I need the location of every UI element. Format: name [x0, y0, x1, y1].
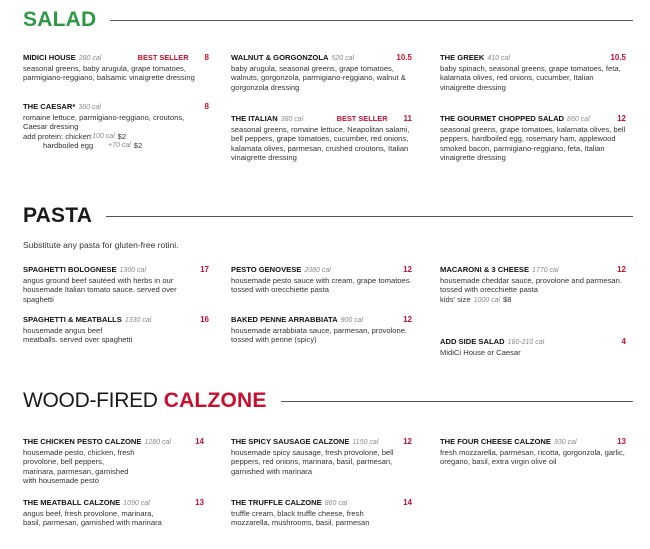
item-description: housemade angus beef meatballs. served over spaghetti	[23, 325, 133, 345]
kids-label: kids' size	[440, 294, 471, 304]
item-description: seasonal greens, grape tomatoes, kalamata olives, bell peppers, hardboiled egg, rosemary ham, applewood smoked bacon, parmigiano-reggiano, feta, Italian vinaigrette dressing	[440, 124, 626, 163]
item-description: truffle cream, black truffle cheese, fresh mozzarella, mushrooms, basil, parmesan	[231, 508, 370, 528]
pasta-title: PASTA	[23, 204, 93, 227]
salad-section-header	[23, 8, 633, 32]
item-name: THE CAESAR*	[23, 102, 76, 111]
addon-calories: +100 cal	[88, 132, 115, 140]
item-name: THE SPICY SAUSAGE CALZONE	[231, 437, 350, 446]
item-price: 12	[617, 265, 626, 274]
item-price: 4	[621, 337, 626, 346]
menu-item	[231, 265, 412, 295]
calzone-title-prefix: WOOD-FIRED	[23, 389, 158, 412]
protein-addon-row	[23, 141, 209, 151]
item-calories: 360 cal	[78, 104, 101, 111]
kids-calories: 1000 cal	[473, 296, 501, 304]
item-description: fresh mozzarella, parmesan, ricotta, gorgonzola, garlic, oregano, basil, extra virgin olive oil	[440, 447, 625, 467]
item-name: THE TRUFFLE CALZONE	[231, 498, 322, 507]
item-price: 14	[403, 498, 412, 507]
item-calories: 860 cal	[324, 500, 348, 507]
item-price: 12	[617, 114, 626, 123]
addon-name: chicken	[65, 131, 91, 141]
item-calories: 160-210 cal	[507, 339, 545, 346]
item-description: MidiCi House or Caesar	[440, 347, 521, 357]
menu-item	[23, 265, 209, 304]
menu-item	[231, 114, 412, 163]
kids-price: $8	[503, 294, 512, 304]
item-name: ADD SIDE SALAD	[440, 337, 505, 346]
item-price: 13	[617, 437, 626, 446]
item-description: baby arugula, seasonal greens, grape tomatoes, walnuts, gorgonzola, parmigiano-reggiano, walnut & gorgonzola dressing	[231, 63, 406, 92]
item-name: SPAGHETTI BOLOGNESE	[23, 265, 117, 274]
item-calories: 280 cal	[78, 55, 102, 62]
item-calories: 1330 cal	[124, 317, 152, 324]
item-price: 10.5	[610, 53, 626, 62]
item-name: MACARONI & 3 CHEESE	[440, 265, 530, 274]
item-price: 8	[204, 102, 209, 111]
item-price: 12	[403, 265, 412, 274]
item-description: housemade spicy sausage, fresh provolone, bell peppers, red onions, marinara, basil, parmesan, garnished with marinara	[231, 447, 394, 476]
calzone-title: CALZONE	[163, 389, 267, 412]
item-calories: 930 cal	[553, 439, 577, 446]
item-description: housemade cheddar sauce, provolone and parmesan. tossed with orecchiette pasta	[440, 275, 622, 295]
pasta-section-header	[23, 204, 633, 228]
item-name: WALNUT & GORGONZOLA	[231, 53, 329, 62]
item-calories: 2080 cal	[304, 267, 331, 274]
addon-price: $2	[117, 131, 127, 141]
menu-item	[440, 114, 626, 163]
menu-item	[231, 53, 412, 92]
item-price: 11	[403, 114, 412, 123]
item-calories: 900 cal	[340, 317, 364, 324]
menu-item	[231, 437, 412, 476]
item-description: baby spinach, seasonal greens, grape tomatoes, feta, kalamata olives, red onions, cucumber, Italian vinaigrette dressing	[440, 63, 621, 92]
item-price: 13	[195, 498, 204, 507]
item-description: seasonal greens, romaine lettuce, Neapolitan salami, bell peppers, grape tomatoes, cucumber, red onions, kalamata olives, parmesan, crushed croutons, Italian vinaigrette dressing	[231, 124, 410, 163]
item-name: THE FOUR CHEESE CALZONE	[440, 437, 551, 446]
menu-item	[23, 102, 209, 151]
item-description: housemade pesto sauce with cream, grape tomatoes. tossed with orecchiette pasta	[231, 275, 412, 295]
item-name: SPAGHETTI & MEATBALLS	[23, 315, 122, 324]
item-name: THE CHICKEN PESTO CALZONE	[23, 437, 142, 446]
item-calories: 1770 cal	[532, 267, 559, 274]
menu-item	[440, 265, 626, 305]
menu-item	[440, 437, 626, 467]
calzone-divider	[281, 401, 633, 402]
item-description: angus beef, fresh provolone, marinara, basil, parmesan, garnished with marinara	[23, 508, 162, 528]
item-price: 16	[200, 315, 209, 324]
item-description: housemade arrabbiata sauce, parmesan, provolone. tossed with penne (spicy)	[231, 325, 408, 345]
item-calories: 1280 cal	[144, 439, 171, 446]
item-description: romaine lettuce, parmigiano-reggiano, croutons, Caesar dressing	[23, 112, 185, 132]
item-name: THE MEATBALL CALZONE	[23, 498, 121, 507]
menu-item	[231, 315, 412, 345]
item-name: THE GREEK	[440, 53, 485, 62]
item-calories: 1090 cal	[123, 500, 150, 507]
best-seller-badge: BEST SELLER	[336, 114, 388, 123]
addon-name: hardboiled egg	[43, 141, 94, 151]
addon-calories: +70 cal	[108, 142, 131, 150]
addon-label: add protein:	[23, 131, 64, 141]
menu-item	[440, 53, 626, 92]
item-name: THE GOURMET CHOPPED SALAD	[440, 114, 565, 123]
item-description: seasonal greens, baby arugula, grape tomatoes, parmigiano-reggiano, balsamic vinaigrette dressing	[23, 63, 195, 83]
item-name: BAKED PENNE ARRABBIATA	[231, 315, 338, 324]
menu-item	[231, 498, 412, 528]
item-name: THE ITALIAN	[231, 114, 278, 123]
gluten-free-note: Substitute any pasta for gluten-free rotini.	[23, 240, 179, 250]
menu-item	[23, 437, 204, 486]
menu-item	[440, 337, 626, 357]
addon-price: $2	[133, 141, 143, 151]
item-calories: 1300 cal	[119, 267, 146, 274]
item-price: 14	[195, 437, 204, 446]
item-calories: 1150 cal	[352, 439, 379, 446]
salad-title: SALAD	[23, 8, 97, 31]
item-description: housemade pesto, chicken, fresh provolone, bell peppers, marinara, parmesan, garnished with housemade pesto	[23, 447, 135, 486]
item-name: MIDICI HOUSE	[23, 53, 76, 62]
item-price: 12	[403, 315, 412, 324]
salad-divider	[110, 20, 633, 21]
item-price: 8	[204, 53, 209, 62]
item-price: 12	[403, 437, 412, 446]
menu-item	[23, 53, 209, 83]
item-calories: 520 cal	[331, 55, 355, 62]
best-seller-badge: BEST SELLER	[137, 53, 189, 62]
pasta-divider	[106, 216, 633, 217]
calzone-section-header	[23, 389, 633, 413]
item-name: PESTO GENOVESE	[231, 265, 302, 274]
item-calories: 380 cal	[280, 116, 304, 123]
item-calories: 410 cal	[487, 55, 510, 62]
item-price: 10.5	[396, 53, 412, 62]
item-calories: 860 cal	[567, 116, 590, 123]
kids-size-option	[440, 295, 626, 306]
item-price: 17	[200, 265, 209, 274]
menu-item	[23, 498, 204, 528]
protein-addon-row	[23, 132, 209, 142]
item-description: angus ground beef sautéed with herbs in our housemade Italian tomato sauce. served over spaghetti	[23, 275, 177, 304]
menu-item	[23, 315, 209, 345]
